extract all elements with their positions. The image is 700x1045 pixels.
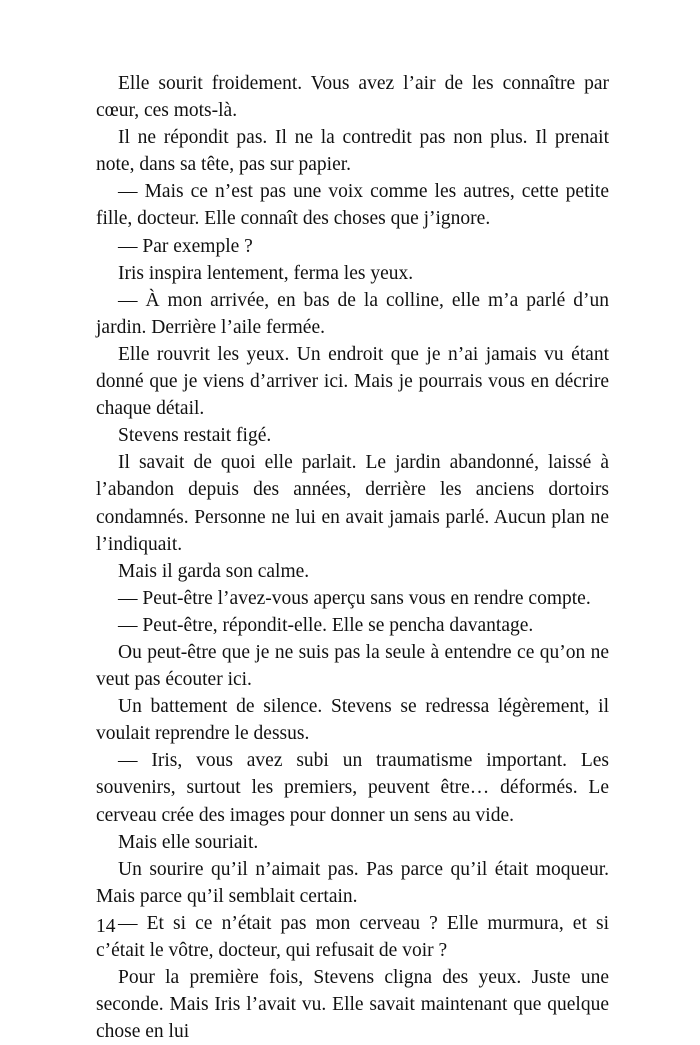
paragraph-19: Pour la première fois, Stevens cligna des yeux. Juste une seconde. Mais Iris l’avait vu. Elle savait maintenant que quelque chose en lui	[96, 967, 609, 1043]
paragraph-2: Il ne répondit pas. Il ne la contredit pas non plus. Il prenait note, dans sa tête, pas sur papier.	[96, 127, 609, 176]
paragraph-7: Elle rouvrit les yeux. Un endroit que je n’ai jamais vu étant donné que je viens d’arriver ici. Mais je pourrais vous en décrire chaque détail.	[96, 343, 609, 420]
paragraph-6: — À mon arrivée, en bas de la colline, elle m’a parlé d’un jardin. Derrière l’aile fermée.	[96, 289, 609, 338]
paragraph-8: Stevens restait figé.	[118, 425, 272, 447]
paragraph-12: — Peut-être, répondit-elle. Elle se pencha davantage.	[118, 614, 534, 636]
paragraph-17: Un sourire qu’il n’aimait pas. Pas parce qu’il était moqueur. Mais parce qu’il semblait certain.	[96, 858, 609, 907]
paragraph-13: Ou peut-être que je ne suis pas la seule à entendre ce qu’on ne veut pas écouter ici.	[96, 641, 609, 691]
paragraph-11: — Peut-être l’avez-vous aperçu sans vous en rendre compte.	[118, 587, 591, 609]
paragraph-16: Mais elle souriait.	[118, 831, 259, 853]
body-text	[96, 70, 609, 1045]
paragraph-5: Iris inspira lentement, ferma les yeux.	[118, 262, 414, 284]
paragraph-3: — Mais ce n’est pas une voix comme les autres, cette petite fille, docteur. Elle connaît des choses que j’ignore.	[96, 181, 609, 230]
page-number: 14	[96, 916, 116, 937]
paragraph-15: — Iris, vous avez subi un traumatisme important. Les souvenirs, surtout les premiers, peuvent être… déformés. Le cerveau crée des images pour donner un sens au vide.	[96, 750, 609, 826]
paragraph-4: — Par exemple ?	[118, 235, 253, 257]
paragraph-18: — Et si ce n’était pas mon cerveau ? Elle murmura, et si c’était le vôtre, docteur, qui refusait de voir ?	[96, 912, 609, 961]
paragraph-9: Il savait de quoi elle parlait. Le jardin abandonné, laissé à l’abandon depuis des années, derrière les anciens dortoirs condamnés. Personne ne lui en avait jamais parlé. Aucun plan ne l’indiquait.	[96, 452, 609, 555]
paragraph-1: Elle sourit froidement. Vous avez l’air de les connaître par cœur, ces mots-là.	[96, 73, 609, 122]
paragraph-10: Mais il garda son calme.	[118, 560, 310, 582]
paragraph-14: Un battement de silence. Stevens se redressa légèrement, il voulait reprendre le dessus.	[96, 696, 609, 745]
